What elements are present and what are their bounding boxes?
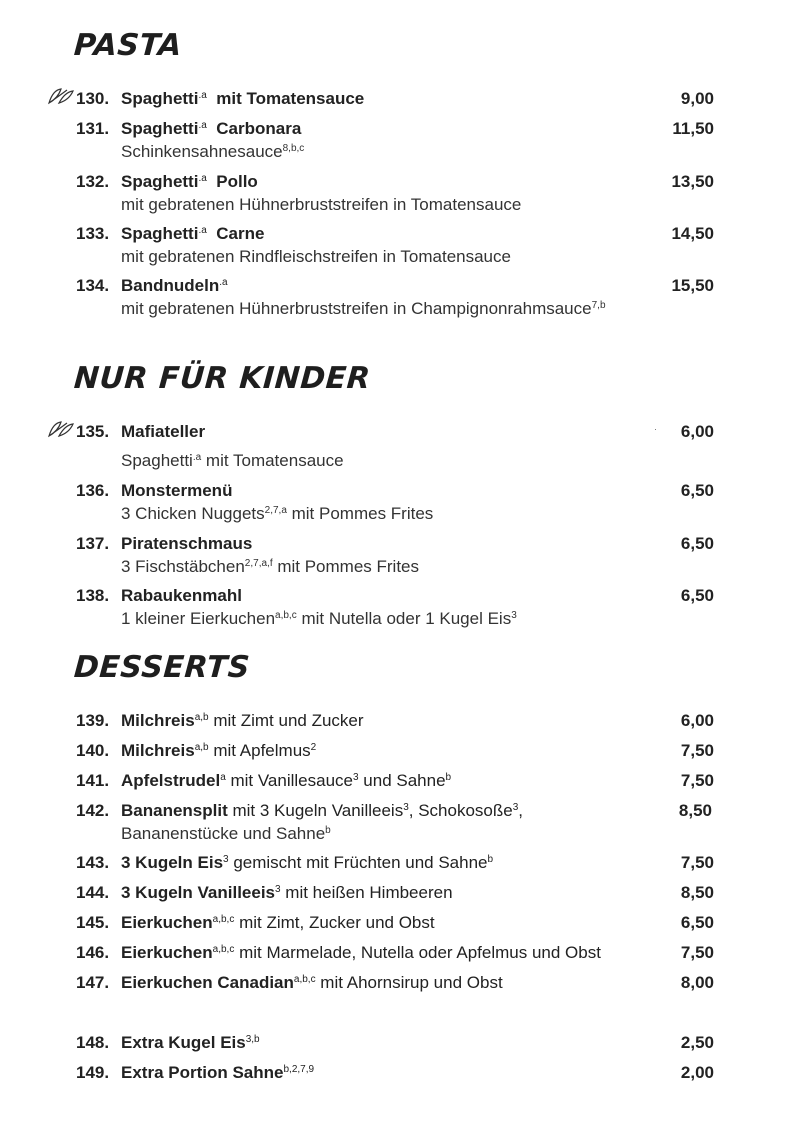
item-number: 141. bbox=[76, 771, 110, 790]
menu-item bbox=[0, 422, 793, 470]
item-price: 6,00 bbox=[680, 422, 714, 441]
item-number: 148. bbox=[76, 1033, 110, 1052]
item-name: Spaghetti$^{.a}$ mit Tomatensauce bbox=[121, 89, 365, 108]
item-number: 142. bbox=[76, 801, 110, 820]
item-price: 7,50 bbox=[680, 853, 714, 872]
menu-item bbox=[0, 534, 793, 576]
item-description: 3 Fischstäbchen$^{2,7,a,f}$ mit Pommes Frites bbox=[121, 557, 420, 576]
item-description: mit gebratenen Rindfleischstreifen in Tomatensauce bbox=[121, 247, 511, 266]
menu-item bbox=[0, 853, 793, 875]
menu-item bbox=[0, 1063, 793, 1085]
item-number: 130. bbox=[76, 89, 110, 108]
item-name: Piratenschmaus bbox=[121, 534, 253, 553]
menu-item bbox=[0, 89, 793, 111]
item-number: 143. bbox=[76, 853, 110, 872]
item-number: 138. bbox=[76, 586, 110, 605]
item-name: Rabaukenmahl bbox=[121, 586, 242, 605]
item-number: 137. bbox=[76, 534, 110, 553]
menu-item bbox=[0, 973, 793, 995]
item-name: Eierkuchen$^{a,b,c}$ mit Zimt, Zucker und Obst bbox=[121, 913, 435, 932]
item-number: 134. bbox=[76, 276, 110, 295]
item-price: 7,50 bbox=[680, 741, 714, 760]
menu-item bbox=[0, 771, 793, 793]
leaf-icon bbox=[47, 420, 75, 438]
section-title-kinder: NUR FÜR KINDER bbox=[72, 361, 372, 396]
menu-item bbox=[0, 481, 793, 523]
item-price: 14,50 bbox=[671, 224, 714, 243]
item-description: mit gebratenen Hühnerbruststreifen in Champignonrahmsauce$^{7,b}$ bbox=[121, 299, 606, 318]
item-name: Bandnudeln$^{.a}$ bbox=[121, 276, 228, 295]
item-price: 15,50 bbox=[671, 276, 714, 295]
item-name: Bananensplit mit 3 Kugeln Vanilleeis$^3$, Schokosoße$^3$, bbox=[121, 801, 524, 820]
item-name: Spaghetti$^{.a}$ Carbonara bbox=[121, 119, 302, 138]
item-price: 2,00 bbox=[680, 1063, 714, 1082]
item-price: 13,50 bbox=[671, 172, 714, 191]
item-name: 3 Kugeln Eis$^3$ gemischt mit Früchten und Sahne$^b$ bbox=[121, 853, 494, 872]
item-name: Extra Portion Sahne$^{b,2,7,9}$ bbox=[121, 1063, 315, 1082]
menu-item bbox=[0, 276, 793, 318]
item-price: 9,00 bbox=[680, 89, 714, 108]
menu-item bbox=[0, 119, 793, 161]
item-number: 147. bbox=[76, 973, 110, 992]
item-description: 3 Chicken Nuggets$^{2,7,a}$ mit Pommes Frites bbox=[121, 504, 434, 523]
item-number: 144. bbox=[76, 883, 110, 902]
section-title-pasta: PASTA bbox=[72, 28, 184, 63]
item-number: 132. bbox=[76, 172, 110, 191]
menu-item bbox=[0, 1033, 793, 1055]
item-description: Bananenstücke und Sahne$^b$ bbox=[121, 824, 331, 843]
item-number: 146. bbox=[76, 943, 110, 962]
item-description: Spaghetti$^{.a}$ mit Tomatensauce bbox=[121, 451, 344, 470]
item-name: Mafiateller bbox=[121, 422, 206, 441]
item-name: Spaghetti$^{.a}$ Carne bbox=[121, 224, 265, 243]
item-price: 11,50 bbox=[672, 119, 714, 138]
item-number: 139. bbox=[76, 711, 110, 730]
section-title-desserts: DESSERTS bbox=[72, 650, 252, 685]
leaf-icon bbox=[47, 87, 75, 105]
item-name: Apfelstrudel$^a$ mit Vanillesauce$^3$ und Sahne$^b$ bbox=[121, 771, 452, 790]
item-number: 145. bbox=[76, 913, 110, 932]
item-price: 6,00 bbox=[680, 711, 714, 730]
stray-mark: · bbox=[654, 424, 657, 434]
menu-item bbox=[0, 913, 793, 935]
item-name: Eierkuchen$^{a,b,c}$ mit Marmelade, Nutella oder Apfelmus und Obst bbox=[121, 943, 601, 962]
item-number: 136. bbox=[76, 481, 110, 500]
item-price: 8,50 bbox=[680, 883, 714, 902]
item-name: Extra Kugel Eis$^{3,b}$ bbox=[121, 1033, 260, 1052]
menu-item bbox=[0, 172, 793, 214]
item-name: Eierkuchen Canadian$^{a,b,c}$ mit Ahornsirup und Obst bbox=[121, 973, 503, 992]
item-name: 3 Kugeln Vanilleeis$^3$ mit heißen Himbeeren bbox=[121, 883, 453, 902]
item-number: 133. bbox=[76, 224, 110, 243]
item-price: 8,00 bbox=[680, 973, 714, 992]
item-price: 6,50 bbox=[680, 534, 714, 553]
item-number: 131. bbox=[76, 119, 110, 138]
item-price: 7,50 bbox=[680, 943, 714, 962]
item-description: Schinkensahnesauce$^{8,b,c}$ bbox=[121, 142, 305, 161]
item-price: 6,50 bbox=[680, 481, 714, 500]
item-name: Milchreis$^{a,b}$ mit Zimt und Zucker bbox=[121, 711, 364, 730]
item-number: 135. bbox=[76, 422, 110, 441]
menu-item bbox=[0, 883, 793, 905]
item-price: 2,50 bbox=[680, 1033, 714, 1052]
item-price: 6,50 bbox=[680, 913, 714, 932]
item-description: mit gebratenen Hühnerbruststreifen in Tomatensauce bbox=[121, 195, 522, 214]
menu-item bbox=[0, 586, 793, 628]
item-description: 1 kleiner Eierkuchen$^{a,b,c}$ mit Nutella oder 1 Kugel Eis$^3$ bbox=[121, 609, 517, 628]
menu-item bbox=[0, 801, 793, 843]
item-price: 6,50 bbox=[680, 586, 714, 605]
item-number: 149. bbox=[76, 1063, 110, 1082]
item-name: Spaghetti$^{.a}$ Pollo bbox=[121, 172, 258, 191]
menu-item bbox=[0, 224, 793, 266]
item-price: 7,50 bbox=[680, 771, 714, 790]
menu-item bbox=[0, 711, 793, 733]
menu-item bbox=[0, 943, 793, 965]
item-name: Monstermenü bbox=[121, 481, 233, 500]
item-price: 8,50 bbox=[678, 801, 712, 820]
item-number: 140. bbox=[76, 741, 110, 760]
item-name: Milchreis$^{a,b}$ mit Apfelmus$^2$ bbox=[121, 741, 317, 760]
menu-item bbox=[0, 741, 793, 763]
